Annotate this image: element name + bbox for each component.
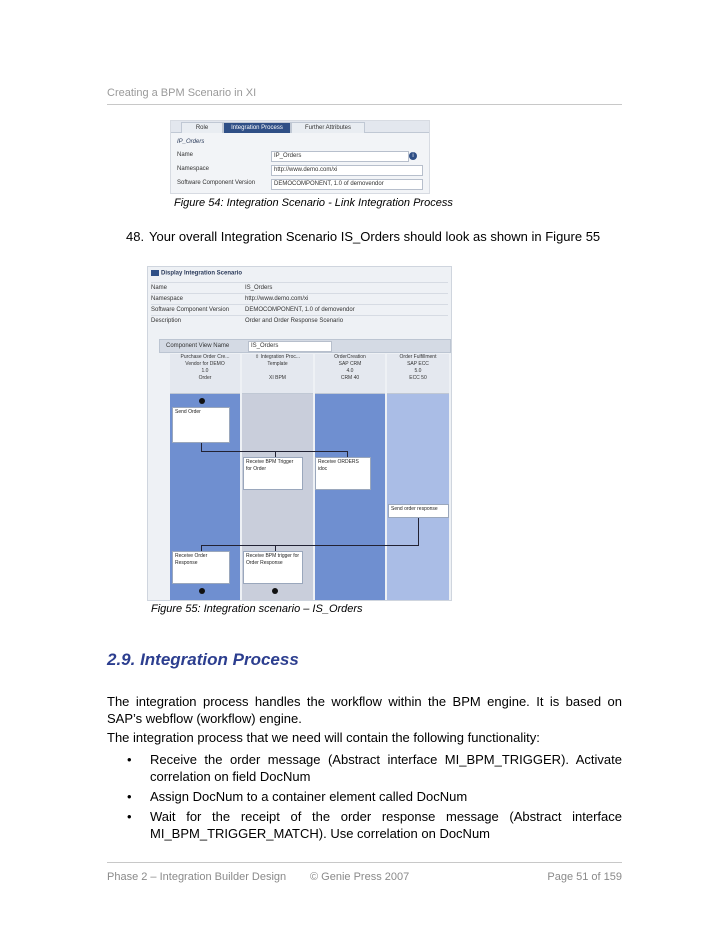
info-icon[interactable]: i bbox=[409, 152, 417, 160]
lane-order-fulfillment bbox=[387, 354, 449, 600]
action-receive-bpm-trigger-response[interactable]: Receive BPM trigger for Order Response bbox=[243, 551, 303, 584]
running-header: Creating a BPM Scenario in XI bbox=[107, 87, 257, 99]
action-receive-bpm-trigger[interactable]: Receive BPM Trigger for Order bbox=[243, 457, 303, 490]
footer-left: Phase 2 – Integration Builder Design bbox=[107, 871, 287, 883]
scenario-icon bbox=[151, 270, 159, 276]
lane-header: Order Fulfillment SAP ECC 5.0 ECC 50 bbox=[387, 354, 449, 394]
functionality-list bbox=[107, 751, 622, 845]
footer-page-number: Page 51 of 159 bbox=[547, 871, 622, 883]
bullet-icon: • bbox=[127, 789, 132, 804]
step-text: Your overall Integration Scenario IS_Orders should look as shown in Figure 55 bbox=[149, 229, 601, 244]
field-label-name: Name bbox=[177, 152, 194, 158]
connector bbox=[418, 518, 419, 545]
tab-bar bbox=[171, 121, 429, 133]
lane-header: OrderCreation SAP CRM 4.0 CRM 40 bbox=[315, 354, 385, 394]
field-label-namespace: Namespace bbox=[177, 166, 210, 172]
paragraph-2: The integration process that we need will contain the following functionality: bbox=[107, 730, 540, 745]
tab-integration-process[interactable]: Integration Process bbox=[223, 122, 291, 133]
list-item: • Receive the order message (Abstract interface MI_BPM_TRIGGER). Activate correlation on field DocNum bbox=[127, 752, 622, 784]
field-label-software-component: Software Component Version bbox=[177, 180, 256, 186]
component-view-value[interactable]: IS_Orders bbox=[248, 341, 332, 352]
lane-body bbox=[315, 394, 385, 600]
action-send-order-response[interactable]: Send order response bbox=[388, 504, 449, 518]
connector bbox=[201, 443, 202, 451]
scenario-field-name: Name IS_Orders bbox=[151, 282, 448, 293]
figure-54-screenshot bbox=[170, 120, 430, 194]
list-item: • Assign DocNum to a container element called DocNum bbox=[127, 789, 468, 804]
lane-header: ⇳ Integration Proc... Template XI BPM bbox=[242, 354, 313, 394]
action-receive-order-response[interactable]: Receive Order Response bbox=[172, 551, 230, 584]
tab-role[interactable]: Role bbox=[181, 122, 223, 133]
component-view-row bbox=[159, 339, 451, 353]
bullet-icon: • bbox=[127, 752, 132, 767]
header-rule bbox=[107, 104, 622, 105]
field-value-software-component[interactable]: DEMOCOMPONENT, 1.0 of demovendor bbox=[271, 179, 423, 190]
scenario-field-namespace: Namespace http://www.demo.com/xi bbox=[151, 293, 448, 304]
object-title: IP_Orders bbox=[177, 139, 205, 145]
figure-54-caption: Figure 54: Integration Scenario - Link Integration Process bbox=[174, 197, 453, 209]
scenario-field-software-component: Software Component Version DEMOCOMPONENT, 1.0 of demovendor bbox=[151, 304, 448, 315]
field-value-namespace[interactable]: http://www.demo.com/xi bbox=[271, 165, 423, 176]
connector bbox=[201, 545, 419, 546]
figure-55-screenshot bbox=[147, 266, 452, 601]
bullet-icon: • bbox=[127, 809, 132, 824]
scenario-field-description: Description Order and Order Response Scenario bbox=[151, 315, 448, 326]
action-send-order[interactable]: Send Order bbox=[172, 407, 230, 443]
lane-header: Purchase Order Cre... Vendor for DEMO 1.0 Order bbox=[170, 354, 240, 394]
figure-55-caption: Figure 55: Integration scenario – IS_Orders bbox=[151, 603, 363, 615]
lane-body bbox=[387, 394, 449, 600]
footer-center: © Genie Press 2007 bbox=[310, 871, 410, 883]
step-number: 48. bbox=[126, 229, 145, 244]
pin-icon: ⇳ bbox=[254, 354, 260, 360]
step-48 bbox=[126, 228, 622, 245]
component-view-label: Component View Name bbox=[166, 343, 230, 349]
footer-rule bbox=[107, 862, 622, 863]
start-event bbox=[199, 398, 205, 404]
field-value-name[interactable]: IP_Orders bbox=[271, 151, 409, 162]
section-heading: 2.9. Integration Process bbox=[107, 650, 299, 669]
end-event bbox=[272, 588, 278, 594]
list-item: • Wait for the receipt of the order response message (Abstract interface MI_BPM_TRIGGER_MATCH). Use correlation on DocNum bbox=[127, 809, 622, 841]
end-event bbox=[199, 588, 205, 594]
paragraph-1: The integration process handles the workflow within the BPM engine. It is based on SAP’s webflow (workflow) engine. bbox=[107, 694, 622, 726]
tab-further-attributes[interactable]: Further Attributes bbox=[291, 122, 365, 133]
scenario-title: Display Integration Scenario bbox=[151, 270, 242, 277]
action-receive-orders-idoc[interactable]: Receive ORDERS idoc bbox=[315, 457, 371, 490]
